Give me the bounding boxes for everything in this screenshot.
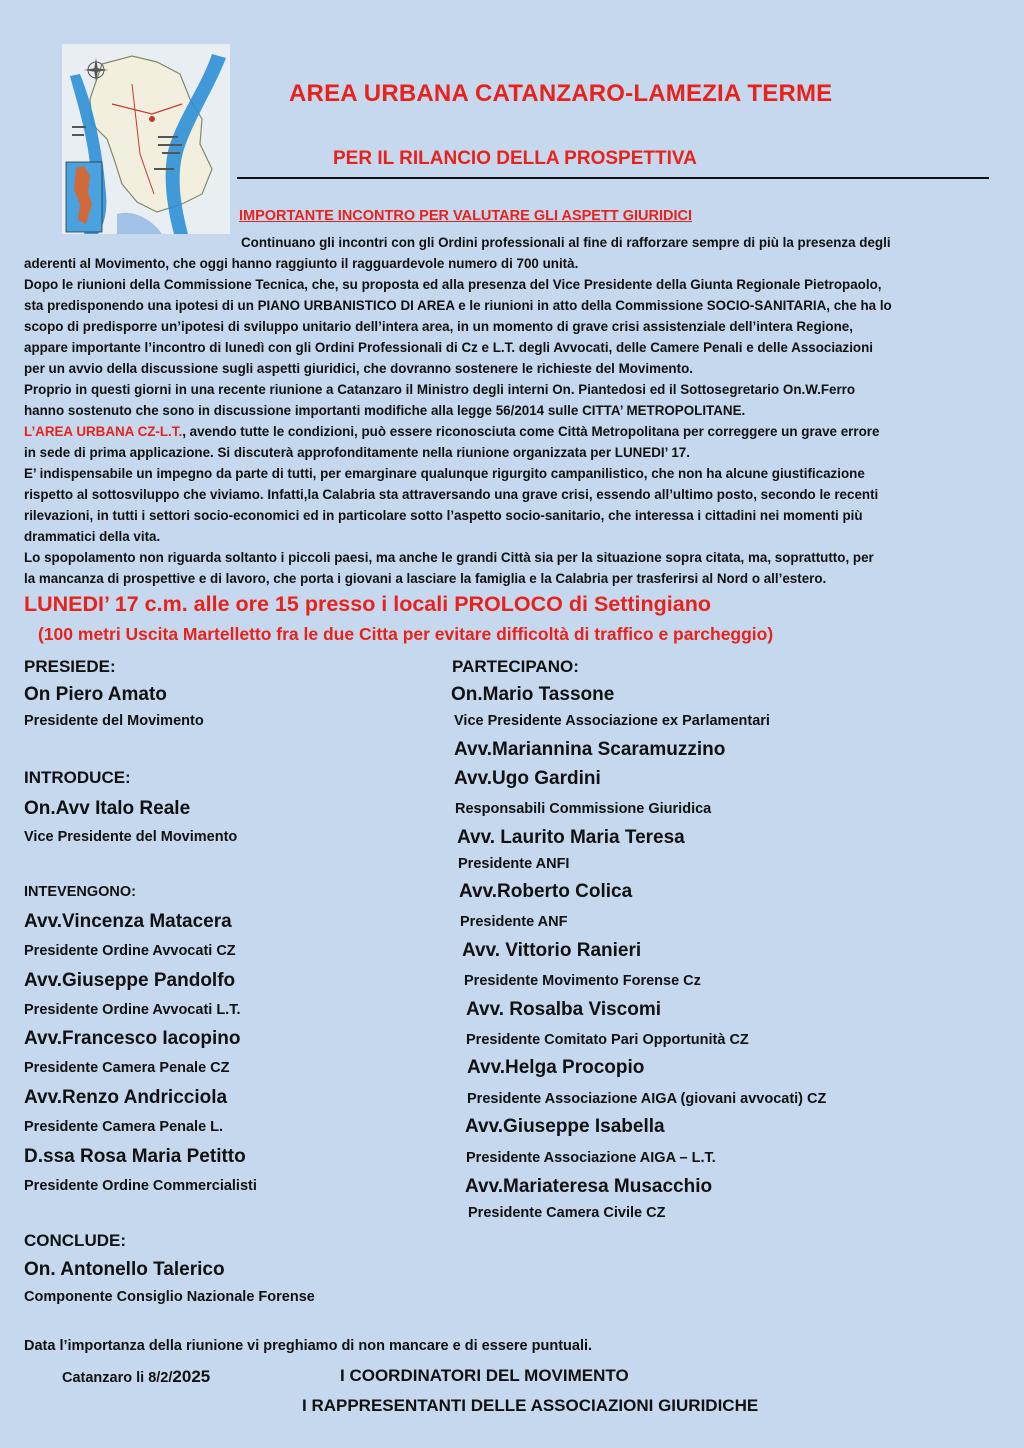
left-person-role: Presidente Ordine Commercialisti: [24, 1178, 257, 1194]
body-line: aderenti al Movimento, che oggi hanno raggiunto il ragguardevole numero di 700 unità.: [24, 256, 579, 271]
right-section-heading: PARTECIPANO:: [452, 657, 579, 676]
right-person-name: Avv.Mariannina Scaramuzzino: [454, 739, 726, 760]
left-person-name: D.ssa Rosa Maria Petitto: [24, 1146, 246, 1167]
body-line: in sede di prima applicazione. Si discuterà approfonditamente nella riunione organizzata per LUNEDI’ 17.: [24, 445, 690, 460]
title-divider: [237, 177, 989, 179]
left-section-heading: INTEVENGONO:: [24, 884, 136, 900]
body-line: sta predisponendo una ipotesi di un PIANO URBANISTICO DI AREA e le riunioni in atto della Commissione SOCIO-SANITARIA, che ha lo: [24, 298, 892, 313]
right-person-role: Presidente Comitato Pari Opportunità CZ: [466, 1032, 749, 1048]
body-line: hanno sostenuto che sono in discussione importanti modifiche alla legge 56/2014 sulle CITTA’ METROPOLITANE.: [24, 403, 746, 418]
left-person-name: Avv.Giuseppe Pandolfo: [24, 970, 236, 991]
right-person-name: Avv.Roberto Colica: [459, 881, 633, 902]
body-line: Continuano gli incontri con gli Ordini professionali al fine di rafforzare sempre di più la presenza degli: [241, 235, 891, 250]
date-year: 2025: [172, 1367, 211, 1386]
left-person-name: Avv.Francesco Iacopino: [24, 1028, 241, 1049]
right-person-role: Presidente ANFI: [458, 856, 570, 872]
left-person-name: On. Antonello Talerico: [24, 1259, 225, 1280]
right-person-role: Presidente ANF: [460, 914, 568, 930]
signature-coordinators: I COORDINATORI DEL MOVIMENTO: [340, 1366, 629, 1385]
left-section-heading: PRESIEDE:: [24, 657, 116, 676]
event-directions: (100 metri Uscita Martelletto fra le due Citta per evitare difficoltà di traffico e parcheggio): [38, 624, 774, 644]
left-person-name: Avv.Vincenza Matacera: [24, 911, 232, 932]
right-person-role: Presidente Associazione AIGA (giovani avvocati) CZ: [467, 1091, 827, 1107]
date-prefix: Catanzaro li 8/2/: [62, 1370, 173, 1386]
left-person-role: Presidente del Movimento: [24, 713, 204, 729]
left-person-name: On.Avv Italo Reale: [24, 798, 191, 819]
page-subtitle: PER IL RILANCIO DELLA PROSPETTIVA: [333, 148, 697, 169]
right-person-name: Avv. Laurito Maria Teresa: [457, 827, 685, 848]
body-text: [24, 232, 994, 589]
right-person-role: Presidente Camera Civile CZ: [468, 1205, 666, 1221]
left-section-heading: CONCLUDE:: [24, 1231, 126, 1250]
body-line-rest: , avendo tutte le condizioni, può essere riconosciuta come Città Metropolitana per correggere un grave errore: [182, 424, 880, 439]
right-person-name: Avv.Ugo Gardini: [454, 768, 601, 789]
body-line: scopo di predisporre un’ipotesi di sviluppo unitario dell’intera area, in un momento di grave crisi assistenziale dell’intera Regione,: [24, 319, 853, 334]
right-person-name: Avv.Giuseppe Isabella: [465, 1116, 665, 1137]
body-line: rilevazioni, in tutti i settori socio-economici ed in particolare sotto l’aspetto socio-sanitario, che interessa i cittadini nei momenti più: [24, 508, 863, 523]
body-line: drammatici della vita.: [24, 529, 161, 544]
area-urbana-highlight: L’AREA URBANA CZ-L.T.: [24, 424, 183, 439]
body-line: appare importante l’incontro di lunedì con gli Ordini Professionali di Cz e L.T. degli Avvocati, delle Camere Penali e delle Associazioni: [24, 340, 874, 355]
page-title: AREA URBANA CATANZARO-LAMEZIA TERME: [289, 80, 833, 107]
body-line: Proprio in questi giorni in una recente riunione a Catanzaro il Ministro degli interni On. Piantedosi ed il Sottosegretario On.W.Ferro: [24, 382, 856, 397]
left-person-role: Presidente Camera Penale CZ: [24, 1060, 230, 1076]
event-date-place: LUNEDI’ 17 c.m. alle ore 15 presso i locali PROLOCO di Settingiano: [24, 592, 711, 616]
right-person-name: Avv. Vittorio Ranieri: [462, 940, 642, 961]
headline: IMPORTANTE INCONTRO PER VALUTARE GLI ASPETT GIURIDICI: [239, 208, 692, 224]
right-person-role: Responsabili Commissione Giuridica: [455, 801, 712, 817]
body-line: rispetto al sottosviluppo che viviamo. Infatti,la Calabria sta attraversando una grave crisi, essendo all’ultimo posto, secondo le recenti: [24, 487, 879, 502]
body-line: [24, 421, 994, 442]
right-person-name: Avv. Rosalba Viscomi: [466, 999, 662, 1020]
left-person-name: Avv.Renzo Andricciola: [24, 1087, 228, 1108]
body-line: la mancanza di prospettive e di lavoro, che porta i giovani a lasciare la famiglia e la Calabria per trasferirsi al Nord o all’estero.: [24, 571, 827, 586]
right-person-role: Presidente Movimento Forense Cz: [464, 973, 701, 989]
right-person-name: Avv.Mariateresa Musacchio: [465, 1176, 713, 1197]
body-line: Lo spopolamento non riguarda soltanto i piccoli paesi, ma anche le grandi Città sia per la situazione sopra citata, ma, soprattutto, per: [24, 550, 874, 565]
left-person-role: Vice Presidente del Movimento: [24, 829, 238, 845]
body-line: Dopo le riunioni della Commissione Tecnica, che, su proposta ed alla presenza del Vice Presidente della Giunta Regionale Pietropaolo,: [24, 277, 882, 292]
body-line: E’ indispensabile un impegno da parte di tutti, per emarginare qualunque rigurgito campanilistico, che non ha alcune giustificazione: [24, 466, 865, 481]
body-line: per un avvio della discussione sugli aspetti giuridici, che dovranno sostenere le richieste del Movimento.: [24, 361, 693, 376]
left-person-role: Presidente Ordine Avvocati CZ: [24, 943, 236, 959]
signature-associations: I RAPPRESENTANTI DELLE ASSOCIAZIONI GIURIDICHE: [302, 1396, 759, 1415]
signature-date: [62, 1367, 210, 1387]
left-person-role: Componente Consiglio Nazionale Forense: [24, 1289, 315, 1305]
left-person-role: Presidente Ordine Avvocati L.T.: [24, 1002, 241, 1018]
left-section-heading: INTRODUCE:: [24, 768, 131, 787]
left-person-name: On Piero Amato: [24, 684, 167, 705]
right-person-name: Avv.Helga Procopio: [467, 1057, 645, 1078]
right-person-role: Vice Presidente Associazione ex Parlamentari: [454, 713, 770, 729]
right-person-name: On.Mario Tassone: [451, 684, 615, 705]
region-map-image: [62, 44, 230, 234]
closing-note: Data l’importanza della riunione vi preghiamo di non mancare e di essere puntuali.: [24, 1338, 593, 1354]
right-person-role: Presidente Associazione AIGA – L.T.: [466, 1150, 716, 1166]
left-person-role: Presidente Camera Penale L.: [24, 1119, 224, 1135]
